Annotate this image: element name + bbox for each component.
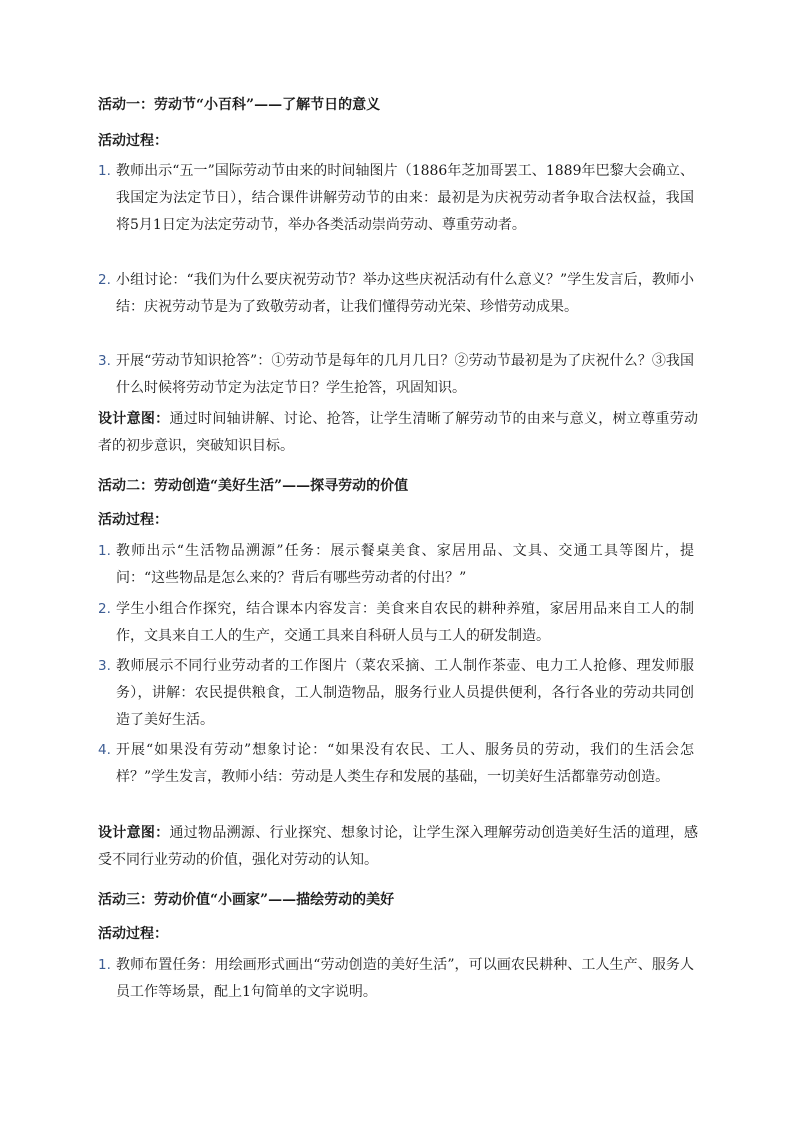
list-number: 1. — [98, 957, 111, 973]
intent-text: 通过时间轴讲解、讨论、抢答，让学生清晰了解劳动节的由来与意义，树立尊重劳动者的初步意识，突破知识目标。 — [98, 411, 699, 454]
activity1-intent — [98, 406, 698, 460]
list-number: 3. — [98, 353, 111, 369]
list-number: 1. — [98, 543, 111, 559]
list-item-text: 教师布置任务：用绘画形式画出“劳动创造的美好生活”，可以画农民耕种、工人生产、服务人员工作等场景，配上1句简单的文字说明。 — [116, 957, 694, 1000]
list-item — [98, 267, 694, 321]
list-item-text: 开展“劳动节知识抢答”：①劳动节是每年的几月几日？②劳动节最初是为了庆祝什么？③我国什么时候将劳动节定为法定节日？学生抢答，巩固知识。 — [116, 353, 694, 396]
activity1-title: 活动一：劳动节“小百科”——了解节日的意义 — [98, 97, 381, 113]
list-item — [98, 653, 694, 734]
list-item — [98, 158, 694, 239]
activity2-intent — [98, 820, 698, 874]
list-item-text: 小组讨论：“我们为什么要庆祝劳动节？举办这些庆祝活动有什么意义？”学生发言后，教师小结：庆祝劳动节是为了致敬劳动者，让我们懂得劳动光荣、珍惜劳动成果。 — [116, 272, 694, 315]
list-number: 1. — [98, 163, 111, 179]
list-item — [98, 737, 694, 791]
list-number: 2. — [98, 272, 111, 288]
list-item — [98, 952, 694, 1006]
list-item-text: 教师出示“生活物品溯源”任务：展示餐桌美食、家居用品、文具、交通工具等图片，提问：“这些物品是怎么来的？背后有哪些劳动者的付出？” — [116, 543, 694, 586]
intent-label: 设计意图： — [98, 411, 170, 427]
activity3-title: 活动三：劳动价值“小画家”——描绘劳动的美好 — [98, 892, 395, 908]
activity3-process-label: 活动过程： — [98, 926, 168, 942]
list-number: 2. — [98, 601, 111, 617]
list-number: 4. — [98, 742, 111, 758]
list-item — [98, 596, 694, 650]
list-item-text: 学生小组合作探究，结合课本内容发言：美食来自农民的耕种养殖，家居用品来自工人的制作，文具来自工人的生产，交通工具来自科研人员与工人的研发制造。 — [116, 601, 694, 644]
list-item-text: 开展“如果没有劳动”想象讨论：“如果没有农民、工人、服务员的劳动，我们的生活会怎样？”学生发言，教师小结：劳动是人类生存和发展的基础，一切美好生活都靠劳动创造。 — [116, 742, 694, 785]
activity1-process-label: 活动过程： — [98, 133, 168, 149]
list-item-text: 教师展示不同行业劳动者的工作图片（菜农采摘、工人制作茶壶、电力工人抢修、理发师服务），讲解：农民提供粮食，工人制造物品，服务行业人员提供便利，各行各业的劳动共同创造了美好生活。 — [116, 658, 694, 728]
intent-label: 设计意图： — [98, 825, 170, 841]
list-item-text: 教师出示“五一”国际劳动节由来的时间轴图片（1886年芝加哥罢工、1889年巴黎大会确立、我国定为法定节日），结合课件讲解劳动节的由来：最初是为庆祝劳动者争取合法权益，我国将5月1日定为法定劳动节，举办各类活动崇尚劳动、尊重劳动者。 — [116, 163, 694, 233]
list-item — [98, 538, 694, 592]
intent-text: 通过物品溯源、行业探究、想象讨论，让学生深入理解劳动创造美好生活的道理，感受不同行业劳动的价值，强化对劳动的认知。 — [98, 825, 699, 868]
list-number: 3. — [98, 658, 111, 674]
list-item — [98, 348, 694, 402]
activity2-process-label: 活动过程： — [98, 512, 168, 528]
activity2-title: 活动二：劳动创造“美好生活”——探寻劳动的价值 — [98, 478, 409, 494]
